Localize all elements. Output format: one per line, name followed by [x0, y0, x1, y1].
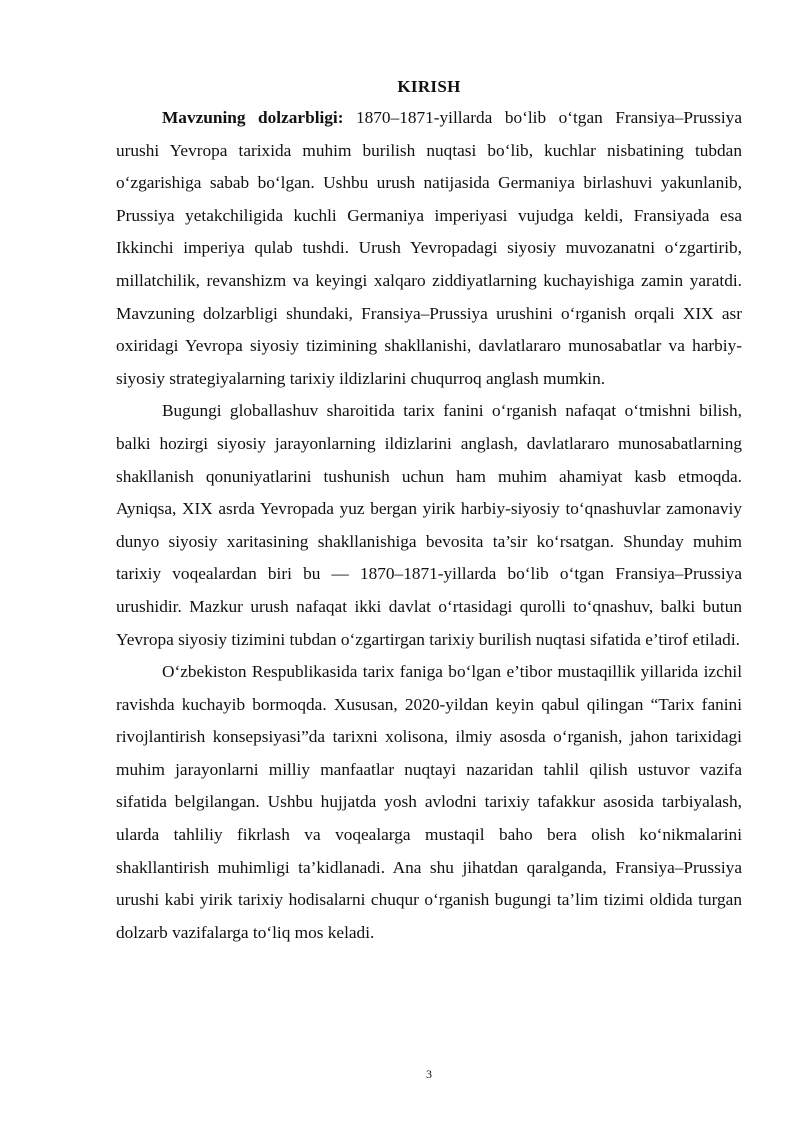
document-page: [116, 72, 742, 949]
page-number: 3: [426, 1067, 432, 1081]
paragraph-relevance: [116, 102, 742, 395]
paragraph-uzbekistan: [116, 656, 742, 949]
paragraph-text: Bugungi globallashuv sharoitida tarix fanini o‘rganish nafaqat o‘tmishni bilish, balki hozirgi siyosiy jarayonlarning ildizlarini anglash, davlatlararo munosabatlarning shakllanish qonuniyatlarini tushunish uchun ham muhim ahamiyat kasb etmoqda. Ayniqsa, XIX asrda Yevropada yuz bergan yirik harbiy-siyosiy to‘qnashuvlar zamonaviy dunyo siyosiy xaritasining shakllanishiga bevosita ta’sir ko‘rsatgan. Shunday muhim tarixiy voqealardan biri bu — 1870–1871-yillarda bo‘lib o‘tgan Fransiya–Prussiya urushidir. Mazkur urush nafaqat ikki davlat o‘rtasidagi qurolli to‘qnashuv, balki butun Yevropa siyosiy tizimini tubdan o‘zgartirgan tarixiy burilish nuqtasi sifatida e’tirof etiladi.: [116, 401, 742, 649]
paragraph-text: O‘zbekiston Respublikasida tarix faniga bo‘lgan e’tibor mustaqillik yillarida izchil ravishda kuchayib bormoqda. Xususan, 2020-yildan keyin qabul qilingan “Tarix fanini rivojlantirish konsepsiyasi”da tarixni xolisona, ilmiy asosda o‘rganish, jahon tarixidagi muhim jarayonlarni milliy manfaatlar nuqtayi nazaridan tahlil qilish ustuvor vazifa sifatida belgilangan. Ushbu hujjatda yosh avlodni tarixiy tafakkur asosida tarbiyalash, ularda tahliliy fikrlash va voqealarga mustaqil baho bera olish ko‘nikmalarini shakllantirish muhimligi ta’kidlanadi. Ana shu jihatdan qaralganda, Fransiya–Prussiya urushi kabi yirik tarixiy hodisalarni chuqur o‘rganish bugungi ta’lim tizimi oldida turgan dolzarb vazifalarga to‘liq mos keladi.: [116, 662, 742, 942]
section-heading: KIRISH: [397, 77, 461, 96]
paragraph-globalization: [116, 395, 742, 656]
paragraph-text: 1870–1871-yillarda bo‘lib o‘tgan Fransiya–Prussiya urushi Yevropa tarixida muhim burilish nuqtasi bo‘lib, kuchlar nisbatining tubdan o‘zgarishiga sabab bo‘lgan. Ushbu urush natijasida Germaniya birlashuvi yakunlanib, Prussiya yetakchiligida kuchli Germaniya imperiyasi vujudga keldi, Fransiyada esa Ikkinchi imperiya qulab tushdi. Urush Yevropadagi siyosiy muvozanatni o‘zgartirib, millatchilik, revanshizm va keyingi xalqaro ziddiyatlarning kuchayishiga zamin yaratdi. Mavzuning dolzarbligi shundaki, Fransiya–Prussiya urushini o‘rganish orqali XIX asr oxiridagi Yevropa siyosiy tizimining shakllanishi, davlatlararo munosabatlar va harbiy-siyosiy strategiyalarning tarixiy ildizlarini chuqurroq anglash mumkin.: [116, 108, 742, 388]
paragraph-lead: Mavzuning dolzarbligi:: [162, 108, 344, 127]
